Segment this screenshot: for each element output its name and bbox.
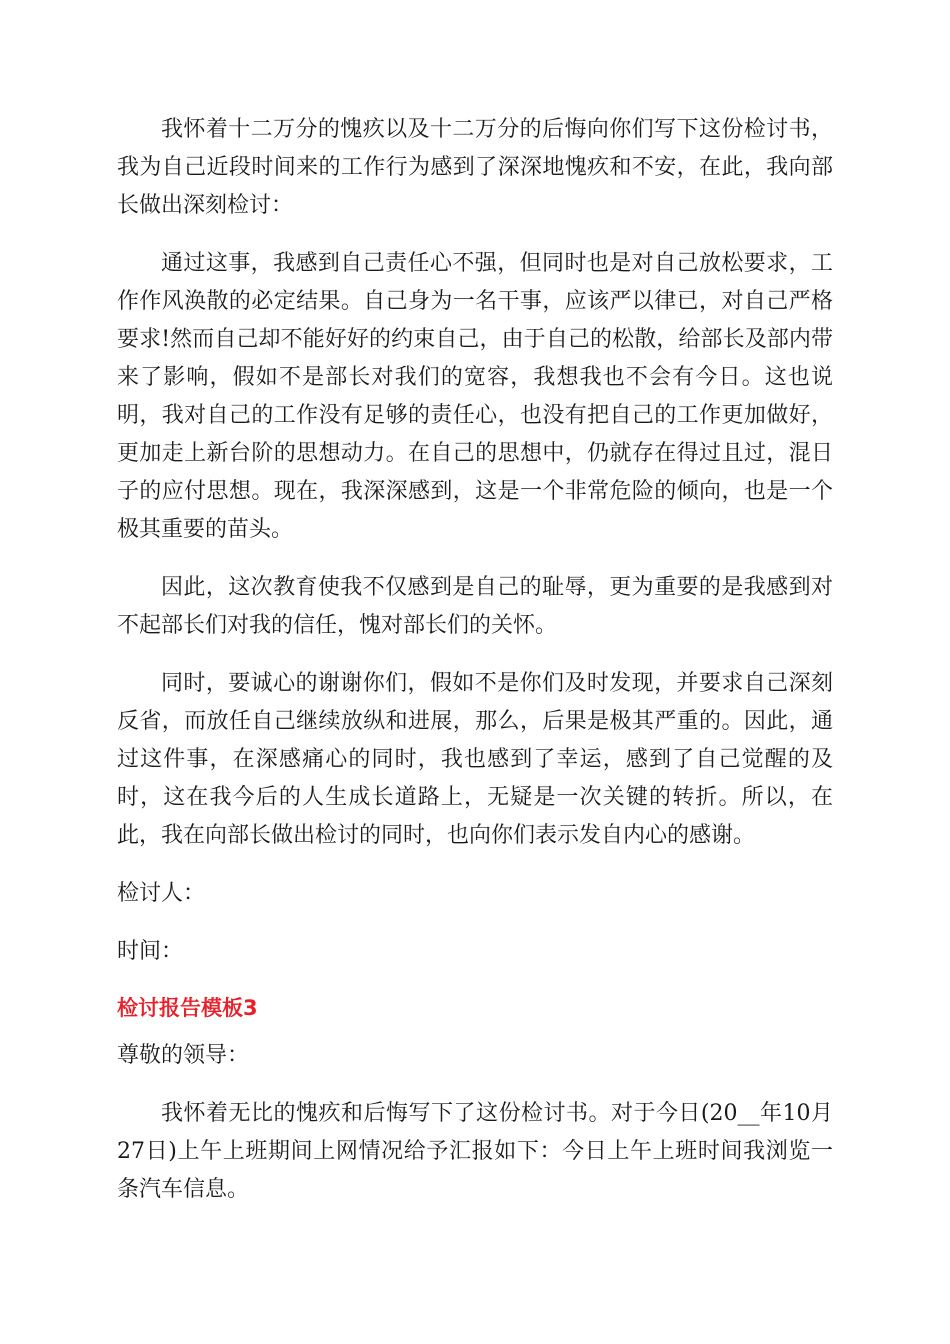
document-body (117, 111, 833, 1229)
body-paragraph: 我怀着十二万分的愧疚以及十二万分的后悔向你们写下这份检讨书，我为自己近段时间来的工作行为感到了深深地愧疚和不安，在此，我向部长做出深刻检讨： (117, 117, 833, 218)
body-paragraph: 我怀着无比的愧疚和后悔写下了这份检讨书。对于今日(20__年10月27日)上午上班期间上网情况给予汇报如下：今日上午上班时间我浏览一条汽车信息。 (117, 1101, 833, 1202)
reviewer-label: 检讨人： (117, 881, 206, 906)
body-paragraph: 因此，这次教育使我不仅感到是自己的耻辱，更为重要的是我感到对不起部长们对我的信任，愧对部长们的关怀。 (117, 575, 833, 638)
body-paragraph: 同时，要诚心的谢谢你们，假如不是你们及时发现，并要求自己深刻反省，而放任自己继续放纵和进展，那么，后果是极其严重的。因此，通过这件事，在深感痛心的同时，我也感到了幸运，感到了自己觉醒的及时，这在我今后的人生成长道路上，无疑是一次关键的转折。所以，在此，我在向部长做出检讨的同时，也向你们表示发自内心的感谢。 (117, 671, 833, 848)
time-label: 时间： (117, 939, 184, 964)
salutation: 尊敬的领导： (117, 1043, 250, 1068)
body-paragraph: 通过这事，我感到自己责任心不强，但同时也是对自己放松要求，工作作风涣散的必定结果。自己身为一名干事，应该严以律已，对自己严格要求!然而自己却不能好好的约束自己，由于自己的松散，给部长及部内带来了影响，假如不是部长对我们的宽容，我想我也不会有今日。这也说明，我对自己的工作没有足够的责任心，也没有把自己的工作更加做好，更加走上新台阶的思想动力。在自己的思想中，仍就存在得过且过，混日子的应付思想。现在，我深深感到，这是一个非常危险的倾向，也是一个极其重要的苗头。 (117, 251, 833, 542)
section-heading: 检讨报告模板3 (117, 996, 258, 1020)
